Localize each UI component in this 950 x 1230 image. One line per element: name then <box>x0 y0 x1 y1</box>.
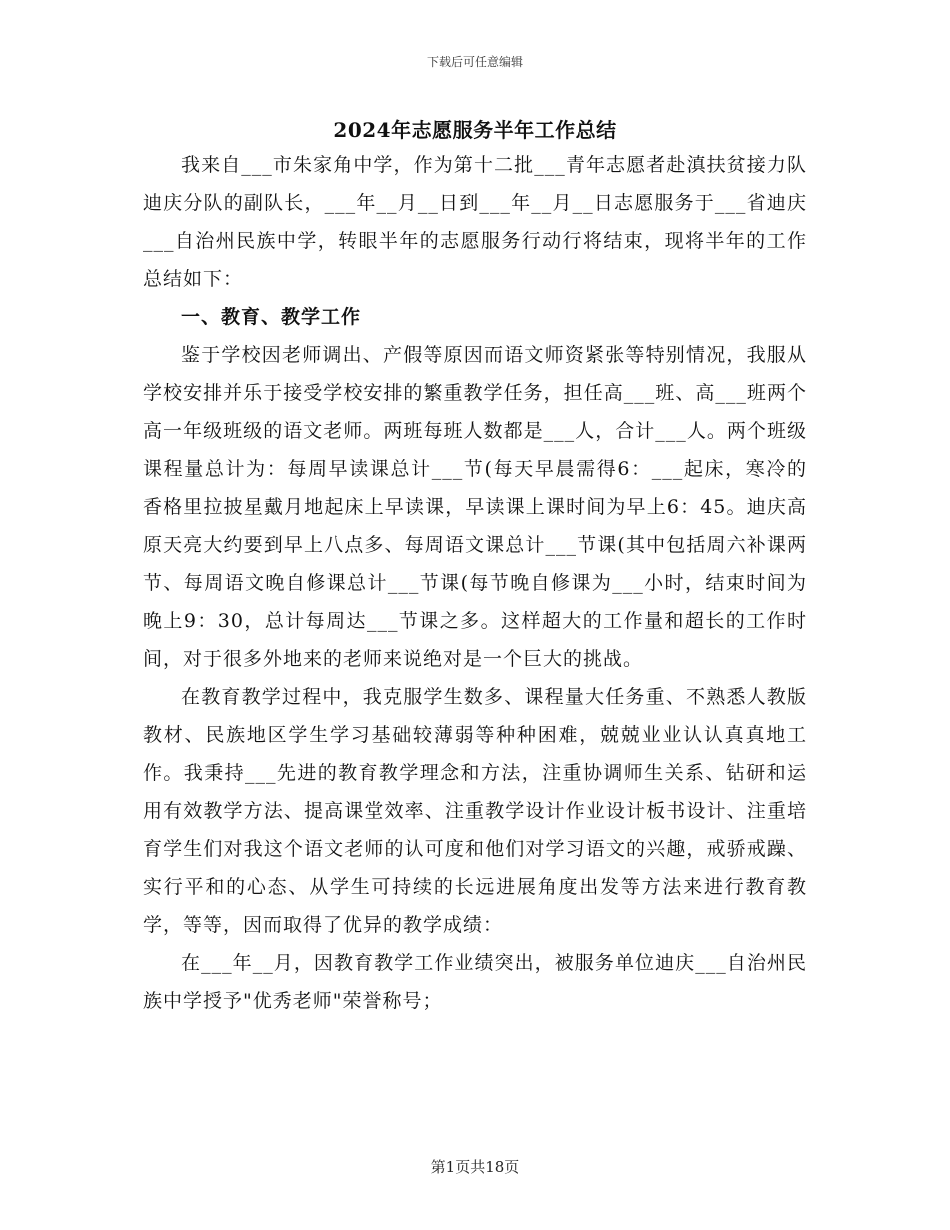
body-paragraph: 在教育教学过程中，我克服学生数多、课程量大任务重、不熟悉人教版教材、民族地区学生学习基础较薄弱等种种困难，兢兢业业认认真真地工作。我秉持___先进的教育教学理念和方法，注重协调师生关系、钻研和运用有效教学方法、提高课堂效率、注重教学设计作业设计板书设计、注重培育学生们对我这个语文老师的认可度和他们对学习语文的兴趣，戒骄戒躁、实行平和的心态、从学生可持续的长远进展角度出发等方法来进行教育教学，等等，因而取得了优异的教学成绩： <box>143 686 807 936</box>
section-heading: 一、教育、教学工作 <box>181 306 362 328</box>
document-title: 2024年志愿服务半年工作总结 <box>333 118 617 142</box>
body-paragraph: 鉴于学校因老师调出、产假等原因而语文师资紧张等特别情况，我服从学校安排并乐于接受学校安排的繁重教学任务，担任高___班、高___班两个高一年级班级的语文老师。两班每班人数都是___人，合计___人。两个班级课程量总计为：每周早读课总计___节(每天早晨需得6：___起床，寒冷的香格里拉披星戴月地起床上早读课，早读课上课时间为早上6：45。迪庆高原天亮大约要到早上八点多、每周语文课总计___节课(其中包括周六补课两节、每周语文晚自修课总计___节课(每节晚自修课为___小时，结束时间为晚上9：30，总计每周达___节课之多。这样超大的工作量和超长的工作时间，对于很多外地来的老师来说绝对是一个巨大的挑战。 <box>143 344 807 670</box>
page-number: 第1页共18页 <box>430 1158 520 1176</box>
body-paragraph: 在___年__月，因教育教学工作业绩突出，被服务单位迪庆___自治州民族中学授予"优秀老师"荣誉称号； <box>143 952 807 1012</box>
intro-paragraph: 我来自___市朱家角中学，作为第十二批___青年志愿者赴滇扶贫接力队迪庆分队的副队长，___年__月__日到___年__月__日志愿服务于___省迪庆___自治州民族中学，转眼半年的志愿服务行动行将结束，现将半年的工作总结如下： <box>143 154 807 290</box>
header-note: 下载后可任意编辑 <box>426 55 523 69</box>
document-body <box>143 146 807 1020</box>
